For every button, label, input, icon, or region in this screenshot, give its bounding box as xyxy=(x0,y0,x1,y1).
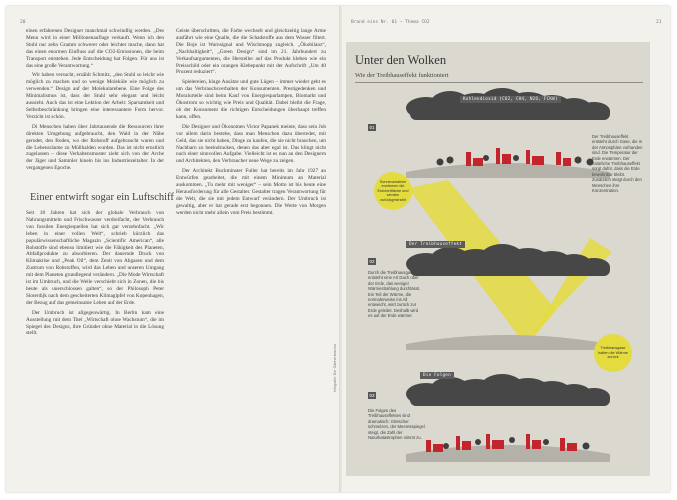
paragraph: Geiste überschritten, die Farbe wechselt und gleichzeitig lange Arme ausfährt wie eine Qualle, die die Schadstoffe aus dem Wasser filtert. Die Boje ist Warnsignal und Wischmopp zugleich. „Ökobilanz“, „Nachhaltigkeit“, „Green Design“ sind im 21. Jahrhundert zu Verkaufsargumenten, die Hersteller auf das Produkt kleben wie ein Preisschild oder ein orangen Klebepunkt mit der Aufschrift „Um 40 Prozent reduziert“. xyxy=(176,28,326,76)
label-greenhouse-effect: Der Treibhauseffekt xyxy=(406,241,465,248)
infographic-title: Unter den Wolken xyxy=(355,53,447,67)
right-page-header: Brand eins Nr. 01 – Thema CO2 xyxy=(351,20,430,25)
infographic-panel xyxy=(346,42,650,476)
earth-arc-middle xyxy=(406,335,610,350)
earth-arc-top xyxy=(406,163,610,178)
left-column-top xyxy=(26,28,164,175)
sun-badge: Sonnenstrahlen erwärmen die Erdoberfläche und werden zurückgestrahlt xyxy=(374,172,412,210)
left-column-bottom xyxy=(26,210,164,490)
infographic-subtitle: Wie der Treibhauseffekt funktioniert xyxy=(355,72,449,79)
paragraph: Der Umbruch ist allgegenwärtig. In Berlin kam eine Ausstellung mit dem Titel „Wirtschaft ohne Wachstum“, die im Spiegel des Designs, ihre Gründer ohne Material in die Lösung stellt. xyxy=(26,309,164,337)
paragraph: Der Architekt Buckminster Fuller hat bereits im Jahr 1927 an Entwürfen gearbeitet, die mit einem Minimum an Material auskommen. „Tu mehr mit weniger“ – sein Motto ist bis heute eine Herausforderung für alle Gestalter. Gestalter tragen Verantwortung für die Welt, die sie mit jedem Entwurf verändern. Der Umbruch ist gewaltig, aber er hat gerade erst begonnen. Die Werte von Morgen werden nicht mehr allein vom Preis bestimmt. xyxy=(176,168,326,216)
step-text-3: Die Folgen des Treibhauseffektes sind dramatisch: Gletscher schmelzen, der Meeresspiegel steigt, die Zahl der Naturkatastrophen nimmt zu. xyxy=(368,408,425,441)
step-number-3: 03 xyxy=(369,393,375,398)
left-page-number: 20 xyxy=(20,20,26,25)
paragraph: Di Menschen haben über Jahrtausende die Ressourcen ihrer direkten Umgebung aufgebraucht, den Wald in der Nähe gerodet, den Boden, wo der Rohstoff aufgebraucht waren und die Lebensräume zu Müllhalden wurden. Das ist nicht ernstlich zugelassen – diese Verhaltensmuster zieht sich von der Arche der Jäger und Sammler hinein bis ins Industriezeitalter. In der vergangenen Epoche. xyxy=(26,123,164,172)
label-consequences: Die Folgen xyxy=(420,372,454,379)
step-text-1: Der Treibhauseffekt entsteht durch Gase, die in der Atmosphäre vorhanden sind. Die Temperatur der Erde erwärmen. Der natürliche Treibhauseffekt sorgt dafür, dass die Erde bewohnbar bleibt. Zusätzlich steigt durch den Menschen ihre Konzentration. xyxy=(592,134,643,194)
paragraph: einen erfahrenen Designer manchmal schwindlig werden. „Des Menu wird in einer Millionenauflage verkauft. Wenn ich den Stuhl nur zehn Gramm schwerer oder leichter mache, dann hat das einen enormen Einfluss auf die CO2-Emissionen, die beim Transport entstehen. Jede Entscheidung hat Folgen. Für uns ist das eine große Verantwortung.“ xyxy=(26,28,164,69)
label-greenhouse-gases: Kohlendioxid (CO2, CH4, N2O, FCKW) xyxy=(460,96,561,103)
graphic-credit: Infografik: Der Gärtnerkosmos xyxy=(333,343,337,392)
magazine-spread xyxy=(6,6,670,492)
spine-gutter xyxy=(339,6,345,492)
heat-badge: Treibhausgase halten die Wärme zurück xyxy=(594,334,632,372)
cloud-band-middle xyxy=(406,244,610,276)
paragraph: Wir haben versucht, erzählt Schmitz, „den Stuhl so leicht wie möglich zu machen und so wenige Moleküle wie möglich zu verwenden.“ Design auf der Molekularebene. Eine Folge des Minimalismus ist, dass der Stuhl sehr elegant und leicht aussieht. Auch das ist eine Lektion der Arbeit: Sparsamkeit und Selbstbeschränkung bringen eine interessantere Form hervor. Verzicht ist schön. xyxy=(26,72,164,120)
step-text-2: Durch die Treibhausgase entsteht eine Art Dach über der Erde, das weniger Wärmestrahlung durchlässt. Ein Teil der Wärme, die normalerweise ins All entweicht, wird zurück zur Erde geleitet. Deshalb wird es auf der Erde wärmer. xyxy=(368,270,421,319)
step-number-2: 02 xyxy=(369,259,375,264)
right-page-number: 21 xyxy=(656,20,662,25)
cloud-band-top xyxy=(406,88,610,120)
right-column xyxy=(176,28,326,488)
step-number-1: 01 xyxy=(369,125,375,130)
paragraph: Spielereien, kluge Ansätze und gute Lügen – immer wieder geht es um das Verbrauchsverhalten der Konsumenten. Prestigedenken und Moralurteile sind beim Kauf von Energiesparlampen, Biomarkt und Ökostrom so wichtig wie Preis und Qualität. Dabei bleibt die Frage, ob der Konsument die richtigen Entscheidungen überhaupt treffen kann, offen. xyxy=(176,79,326,120)
paragraph: Seit 18 Jahren hat sich der globale Verbrauch von Nahrungsmitteln und Frischwasser verdreifacht, der Verbrauch von fossilen Energiequellen hat sich gar verzehnfacht. „Wir leben in einer vollen Welt“, schrieb kürzlich das populärwissenschaftliche Magazin „Scientific American“, alle Rohstoffe sind ebenso limitiert wie die Fähigkeit des Planeten, Abfallprodukte zu absorbieren. Der dauernde Druck von Klimakrise und „Peak Oil“, dem Zenit von Abgasen und dem Zustrom von Rohstoffen, wird das Leben und unseren Umgang mit dem Planeten grundlegend verändern. „Die Mode Wirtschaft ist im Umbruch, und die Welle verschiebt sich in Zonen, die bis heute als unerschlossen galten“, so der Philosoph Peter Sloterdijk nach dem gescheiterten Klimagipfel von Kopenhagen, der Bezug auf das gemeinsame Leben auf der Erde. xyxy=(26,210,164,306)
paragraph: Die Designer und Ökonomen Victor Papanek meinte, dass sein Job vor allem darin bestehe, dass man Menschen dazu überredet, mit Geld, das sie nicht haben, Dinge zu kaufen, die sie nicht brauchen, um Nachbarn zu beeindrucken, denen das aber egal ist. Das klingt nicht nach einer sinnvollen Aufgabe. Vielleicht ist es nun an den Designern und Architekten, den Verbraucher neue Wege zu zeigen. xyxy=(176,123,326,165)
subheading: Einer entwirft sogar ein Luftschiff xyxy=(30,192,174,203)
